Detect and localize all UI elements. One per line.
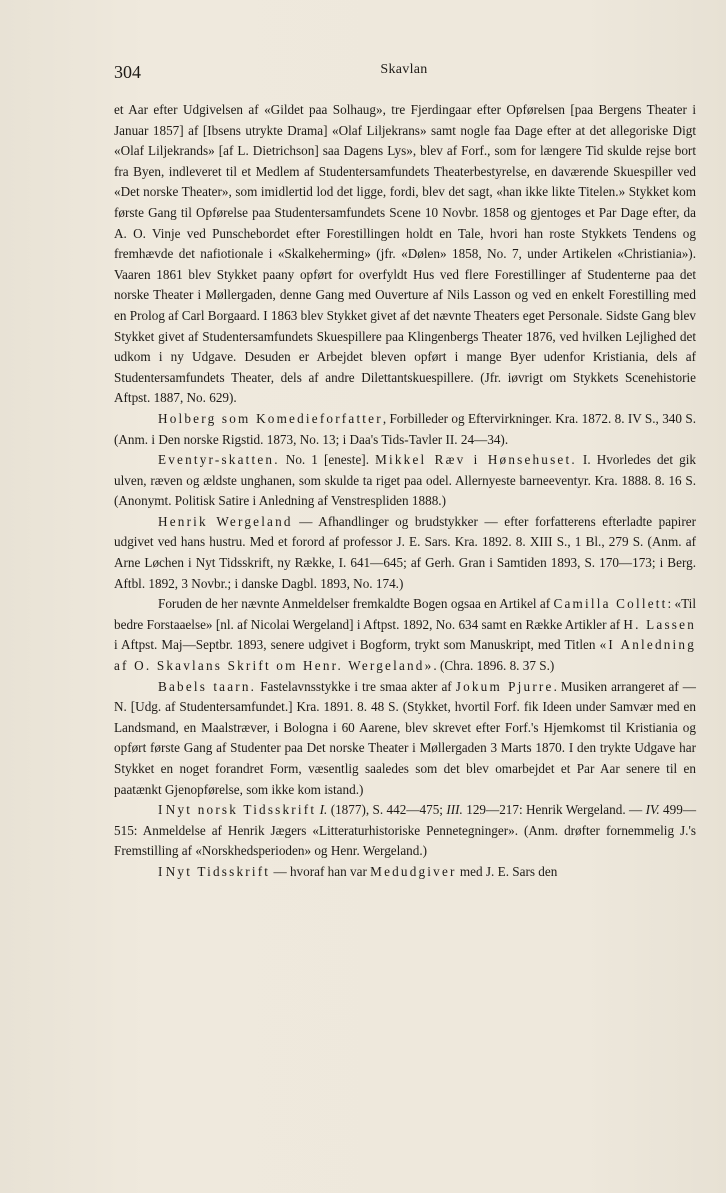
running-head: Skavlan — [380, 62, 428, 77]
paragraph-p3 — [114, 512, 696, 594]
page-body — [114, 100, 696, 883]
paragraph-p4 — [114, 594, 696, 676]
page-header — [114, 62, 694, 86]
paragraph-text: 129—217: Henrik Wergeland. — — [462, 802, 646, 818]
paragraph-text: No. 1 [eneste]. — [279, 452, 376, 468]
paragraph-text: (1877), S. 442—475; — [327, 802, 447, 818]
paragraph-p7 — [114, 862, 696, 883]
spaced-emphasis-text: Babels taarn. — [158, 678, 257, 694]
paragraph-text: I — [158, 863, 166, 879]
paragraph-text: : «Til bedre Forstaaelse» [nl. af Nicolai Wergeland] i Aftpst. 1892, No. 634 samt en Række Artikler af — [114, 596, 696, 632]
paragraph-text: Fastelavnsstykke i tre smaa akter af — [256, 678, 456, 694]
paragraph-p0 — [114, 100, 696, 409]
spaced-emphasis-text: Medudgiver — [370, 863, 457, 879]
paragraph-text: med J. E. Sars den — [456, 863, 558, 879]
paragraph-text: Foruden de her nævnte Anmeldelser fremkaldte Bogen ogsaa en Artikel af — [158, 596, 554, 612]
paragraph-text: . Musiken arrangeret af —N. [Udg. af Studentersamfundet.] Kra. 1891. 8. 48 S. (Stykket, hvortil Forf. fik Ideen under Samvær med en Landsmand, en Maalstræver, i Bologna i 60 Aarene, blev skrevet efter Forf.'s Hjemkomst til Kristiania og opført første Gang af Studenter paa Det norske Theater i Møllergaden 3 Marts 1870. I den trykte Udgave har Stykket en noget forandret Form, væsentlig saaledes som det blev omarbejdet et Par Aar senere til en paatænkt Gjenopførelse, som ikke kom istand.) — [114, 678, 696, 797]
spaced-emphasis-text: «I Anledning af O. Skavlans Skrift om Henr. Wergeland» — [114, 637, 696, 674]
paragraph-text: et Aar efter Udgivelsen af «Gildet paa Solhaug», tre Fjerdingaar efter Opførelsen [paa Bergens Theater i Januar 1857] af [Ibsens utrykte Drama] «Olaf Liljekrans» samt nogle faa Dage efter at det allegoriske Digt «Olaf Liljekrands» [af L. Dietrichson] saa Dagens Lys», blev af Forf., som for længere Tid skulde rejse bort fra Byen, indleveret til et Medlem af Studentersamfundets Theaterbestyrelse, en daværende Skuespiller ved «Det norske Theater», som imidlertid lod det ligge, fordi, blev det sagt, «han ikke likte Titelen.» Stykket kom første Gang til Opførelse paa Studentersamfundets Scene 10 Novbr. 1858 og gjentoges et Par Dage efter, da A. O. Vinje ved Punschebordet efter Forestillingen holdt en Tale, hvori han roste Stykkets Tendens og fremhævde det nafiotionale i «Skalkeherming» (jfr. «Dølen» 1858, No. 7, under Artikelen «Christiania»). Vaaren 1861 blev Stykket paany opført for overfyldt Hus ved flere Forestillinger af Studenterne paa det norske Theater i Møllergaden, denne Gang med Ouverture af Nils Lasson og ved en enkelt Forestilling med en Prolog af Carl Borgaard. I 1863 blev Stykket givet af det nævnte Theaters eget Personale. Sidste Gang blev Stykket givet af Studentersamfundets Skuespillere paa Klingenbergs Theater 1876, ved hvilken Lejlighed det udkom i ny Udgave. Desuden er Arbejdet bleven opført i mange Byer udenfor Kristiania, dels af Studentersamfundets Theater, dels af andre Dilettantskuespillere. (Jfr. iøvrigt om Stykkets Scenehistorie Aftpst. 1887, No. 629). — [114, 102, 696, 406]
paragraph-p1 — [114, 409, 696, 450]
paragraph-p6 — [114, 800, 696, 862]
paragraph-text: I. Hvorledes det gik ulven, ræven og ældste unghanen, som skulde ta riget paa odel. Allernyeste barneeventyr. Kra. 1888. 8. 16 S. (Anonymt. Politisk Satire i Anledning af Venstrespliden 1888.) — [114, 452, 696, 509]
paragraph-text: — hvoraf han var — [270, 863, 371, 879]
paragraph-text: — Afhandlinger og brudstykker — efter forfatterens efterladte papirer udgivet ved hans hustru. Med et forord af professor J. E. Sars. Kra. 1892. 8. XIII S., 1 Bl., 279 S. (Anm. af Arne Løchen i Nyt Tidsskrift, ny Række, I. 641—645; af Gerh. Gran i Samtiden 1893, S. 170—173; i Berg. Aftbl. 1892, 3 Novbr.; i danske Dagbl. 1893, No. 174.) — [114, 513, 696, 591]
spaced-emphasis-text: Holberg som Komedieforfatter — [158, 410, 383, 426]
paragraph-p5 — [114, 677, 696, 801]
paragraph-text: , Forbilleder og Eftervirkninger. Kra. 1872. 8. IV S., 340 S. (Anm. i Den norske Rigstid. 1873, No. 13; i Daa's Tids-Tavler II. 24—34). — [114, 410, 696, 447]
spaced-emphasis-text: Eventyr-skatten. — [158, 452, 280, 468]
italic-text: IV. — [645, 802, 660, 818]
paragraph-text: i Aftpst. Maj—Septbr. 1893, senere udgivet i Bogform, trykt som Manuskript, med Titlen — [114, 637, 600, 653]
page-number: 304 — [114, 62, 141, 82]
spaced-emphasis-text: H. Lassen — [623, 616, 696, 632]
paragraph-text: 499—515: Anmeldelse af Henrik Jægers «Litteraturhistoriske Pennetegninger». (Anm. drøfter fornemmelig J.'s Fremstilling af «Norskhedsperioden» og Henr. Wergeland.) — [114, 802, 697, 859]
paragraph-text: I — [158, 802, 166, 818]
spaced-emphasis-text: Camilla Collett — [553, 596, 668, 612]
spaced-emphasis-text: Henrik Wergeland — [158, 513, 293, 529]
spaced-emphasis-text: Nyt norsk Tidsskrift — [165, 802, 317, 818]
spaced-emphasis-text: Jokum Pjurre — [455, 678, 554, 694]
paragraph-text: . (Chra. 1896. 8. 37 S.) — [433, 658, 555, 674]
spaced-emphasis-text: Mikkel Ræv i Hønsehuset. — [375, 452, 577, 468]
paragraph-p2 — [114, 450, 696, 512]
italic-text: III. — [446, 802, 463, 818]
italic-text: I. — [319, 802, 328, 818]
spaced-emphasis-text: Nyt Tidsskrift — [165, 863, 271, 879]
